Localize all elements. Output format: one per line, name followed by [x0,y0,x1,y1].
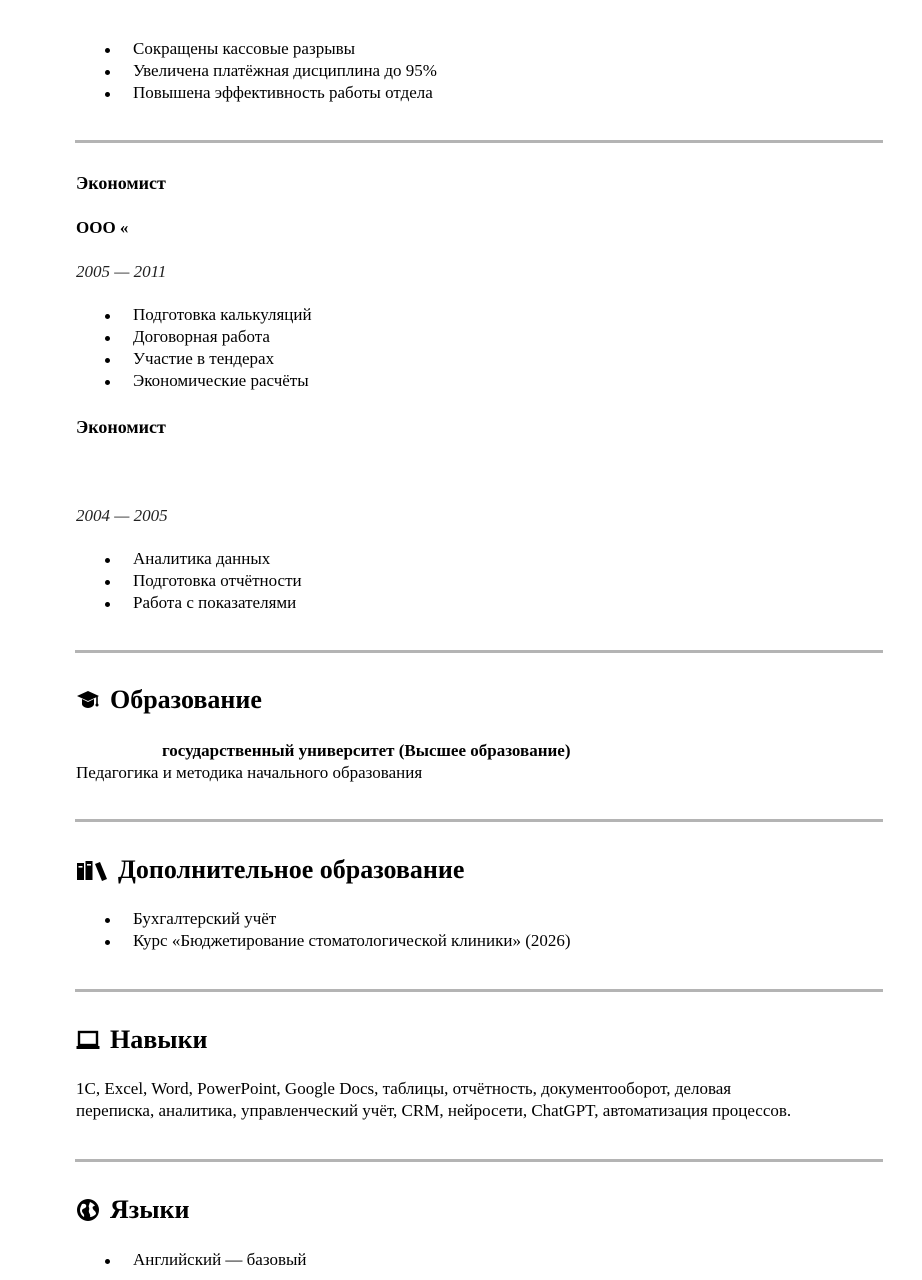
additional-education-list [105,908,571,952]
list-item: Аналитика данных [105,548,302,570]
laptop-icon [76,1028,100,1052]
job-duties-list [105,548,302,614]
list-item: Английский — базовый [105,1249,307,1271]
additional-education-heading [76,853,464,887]
job-title: Экономист [76,173,166,193]
list-item: Увеличена платёжная дисциплина до 95% [105,60,437,82]
list-item: Сокращены кассовые разрывы [105,38,437,60]
list-item: Работа с показателями [105,592,302,614]
languages-heading [76,1193,190,1227]
job-period: 2004 — 2005 [76,506,168,525]
job-duties-list [105,304,312,392]
skills-text-line: 1С, Excel, Word, PowerPoint, Google Docs, таблицы, отчётность, документооборот, деловая [76,1079,732,1098]
achievements-list [105,38,437,104]
education-institution: государственный университет (Высшее образование) [162,741,571,760]
list-item: Повышена эффективность работы отдела [105,82,437,104]
section-divider [75,819,883,822]
job-title: Экономист [76,417,166,437]
section-divider [75,989,883,992]
section-title: Образование [110,685,262,714]
list-item: Участие в тендерах [105,348,312,370]
education-heading [76,683,262,717]
list-item: Подготовка калькуляций [105,304,312,326]
books-icon [76,858,108,882]
skills-heading [76,1023,208,1057]
section-title: Навыки [110,1025,208,1054]
section-divider [75,140,883,143]
list-item: Договорная работа [105,326,312,348]
graduation-cap-icon [76,688,100,712]
globe-icon [76,1198,100,1222]
company-name: ООО « [76,218,129,237]
section-divider [75,1159,883,1162]
job-period: 2005 — 2011 [76,262,167,281]
section-title: Языки [110,1195,190,1224]
languages-list [105,1249,307,1271]
list-item: Подготовка отчётности [105,570,302,592]
skills-text-line: переписка, аналитика, управленческий учёт, CRM, нейросети, ChatGPT, автоматизация процессов. [76,1101,792,1120]
section-title: Дополнительное образование [118,855,465,884]
list-item: Курс «Бюджетирование стоматологической клиники» (2026) [105,930,571,952]
list-item: Бухгалтерский учёт [105,908,571,930]
section-divider [75,650,883,653]
list-item: Экономические расчёты [105,370,312,392]
education-specialty: Педагогика и методика начального образования [76,763,423,782]
